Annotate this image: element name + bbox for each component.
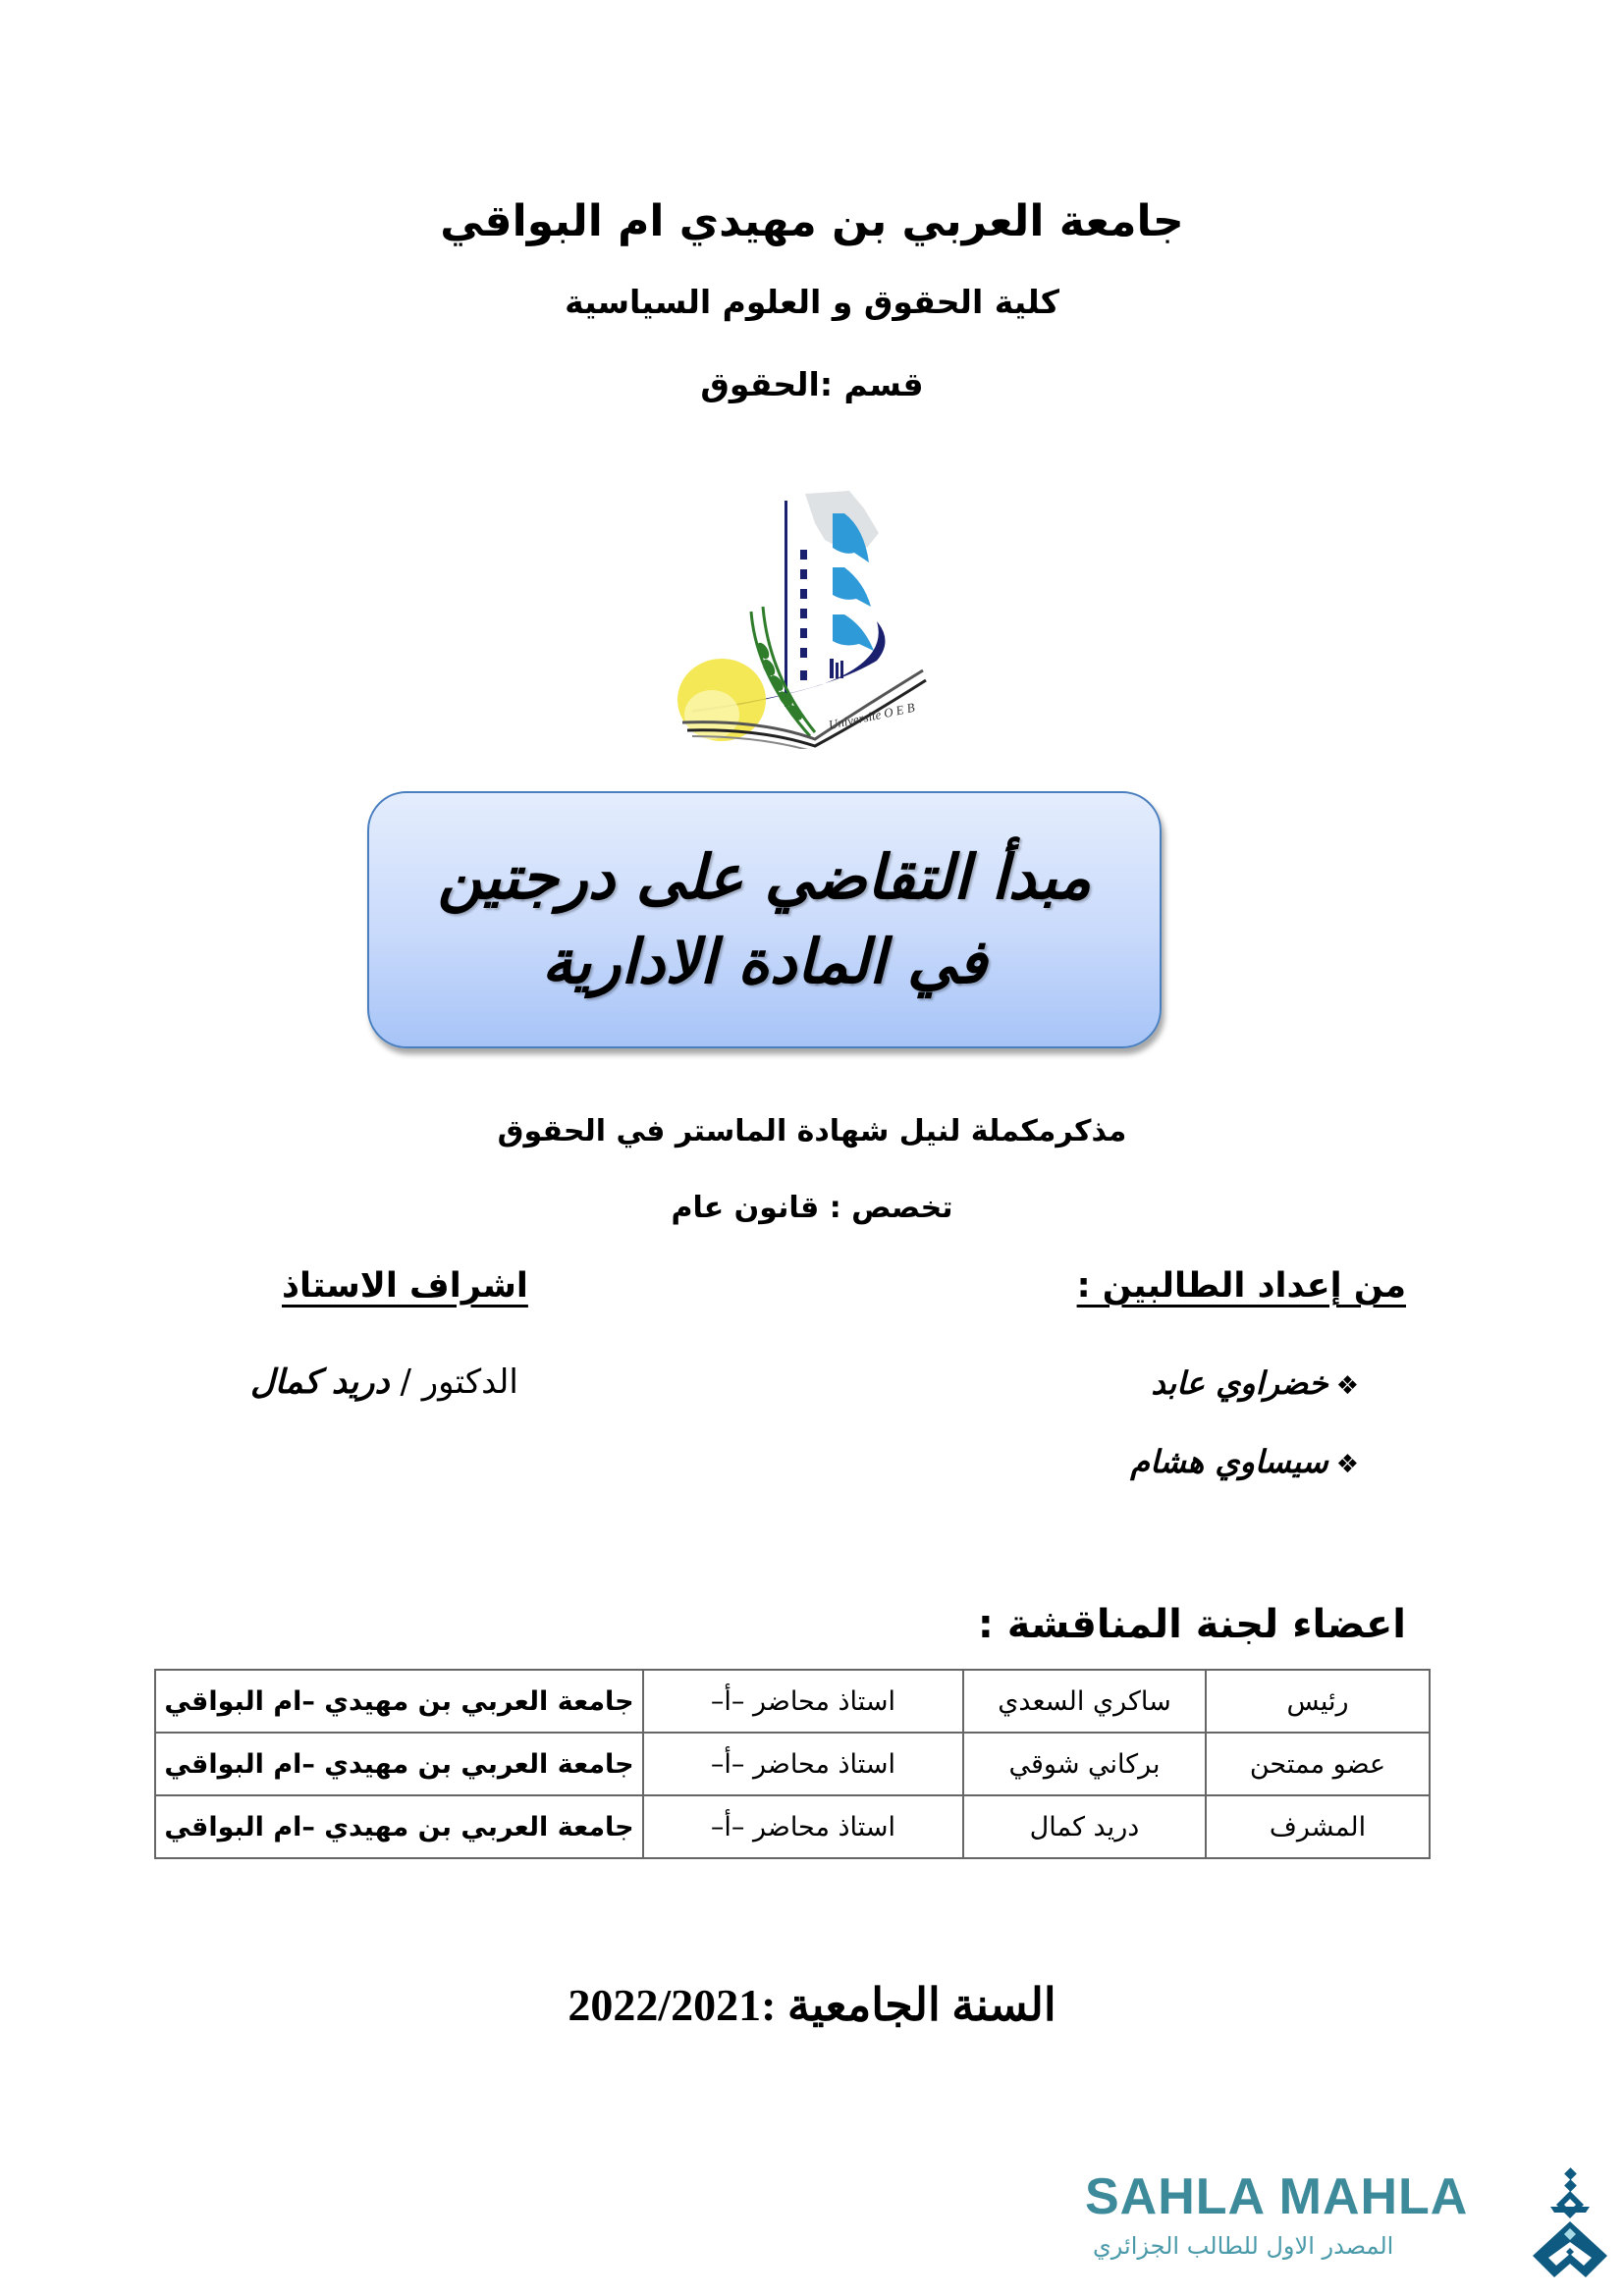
students-heading: من إعداد الطالبين : bbox=[1076, 1266, 1406, 1306]
committee-table bbox=[154, 1669, 1431, 1859]
committee-role: عضو ممتحن bbox=[1206, 1733, 1430, 1795]
student-name-text: سيساوي هشام bbox=[1130, 1443, 1328, 1480]
table-row bbox=[155, 1733, 1430, 1795]
student-name bbox=[1151, 1364, 1359, 1402]
department-name: قسم :الحقوق bbox=[700, 365, 924, 403]
watermark-title: SAHLA MAHLA bbox=[1085, 2168, 1469, 2225]
faculty-name: كلية الحقوق و العلوم السياسية bbox=[565, 283, 1059, 321]
committee-role: المشرف bbox=[1206, 1795, 1430, 1858]
supervisor-title: الدكتور / bbox=[400, 1362, 518, 1402]
committee-member-institution: جامعة العربي بن مهيدي –ام البواقي bbox=[155, 1733, 643, 1795]
table-row bbox=[155, 1670, 1430, 1733]
committee-member-rank: استاذ محاضر –أ– bbox=[643, 1733, 963, 1795]
committee-member-name: ساكري السعدي bbox=[963, 1670, 1206, 1733]
supervisor-name: دريد كمال bbox=[250, 1362, 390, 1402]
university-name: جامعة العربي بن مهيدي ام البواقي bbox=[440, 196, 1184, 246]
committee-member-institution: جامعة العربي بن مهيدي –ام البواقي bbox=[155, 1670, 643, 1733]
academic-year-value: 2022/2021 bbox=[568, 1980, 762, 2030]
university-logo-icon bbox=[653, 479, 928, 749]
table-row bbox=[155, 1795, 1430, 1858]
supervisor bbox=[250, 1362, 518, 1402]
academic-year bbox=[0, 1978, 1624, 2031]
thesis-title-box bbox=[367, 791, 1162, 1048]
committee-member-rank: استاذ محاضر –أ– bbox=[643, 1670, 963, 1733]
sahla-mahla-emblem-icon bbox=[1517, 2167, 1624, 2285]
svg-text:Université O E B: Université O E B bbox=[827, 699, 916, 732]
student-name bbox=[1130, 1443, 1359, 1480]
thesis-title-line-2: في المادة الادارية bbox=[541, 926, 988, 997]
committee-member-name: بركاني شوقي bbox=[963, 1733, 1206, 1795]
degree-statement: مذكرمكملة لنيل شهادة الماستر في الحقوق bbox=[497, 1114, 1127, 1148]
supervisor-heading: اشراف الاستاذ bbox=[282, 1266, 528, 1306]
specialty: تخصص : قانون عام bbox=[671, 1191, 953, 1225]
academic-year-label: السنة الجامعية : bbox=[761, 1980, 1056, 2030]
committee-member-rank: استاذ محاضر –أ– bbox=[643, 1795, 963, 1858]
diamond-bullet-icon: ❖ bbox=[1335, 1450, 1359, 1479]
committee-member-institution: جامعة العربي بن مهيدي –ام البواقي bbox=[155, 1795, 643, 1858]
committee-role: رئيس bbox=[1206, 1670, 1430, 1733]
thesis-title-line-1: مبدأ التقاضي على درجتين bbox=[437, 841, 1092, 913]
diamond-bullet-icon: ❖ bbox=[1335, 1371, 1359, 1401]
committee-heading: اعضاء لجنة المناقشة : bbox=[977, 1602, 1406, 1647]
student-name-text: خضراوي عابد bbox=[1151, 1364, 1328, 1402]
watermark-subtitle: المصدر الاول للطالب الجزائري bbox=[1093, 2232, 1394, 2260]
committee-member-name: دريد كمال bbox=[963, 1795, 1206, 1858]
sahla-mahla-watermark bbox=[1085, 2167, 1624, 2296]
